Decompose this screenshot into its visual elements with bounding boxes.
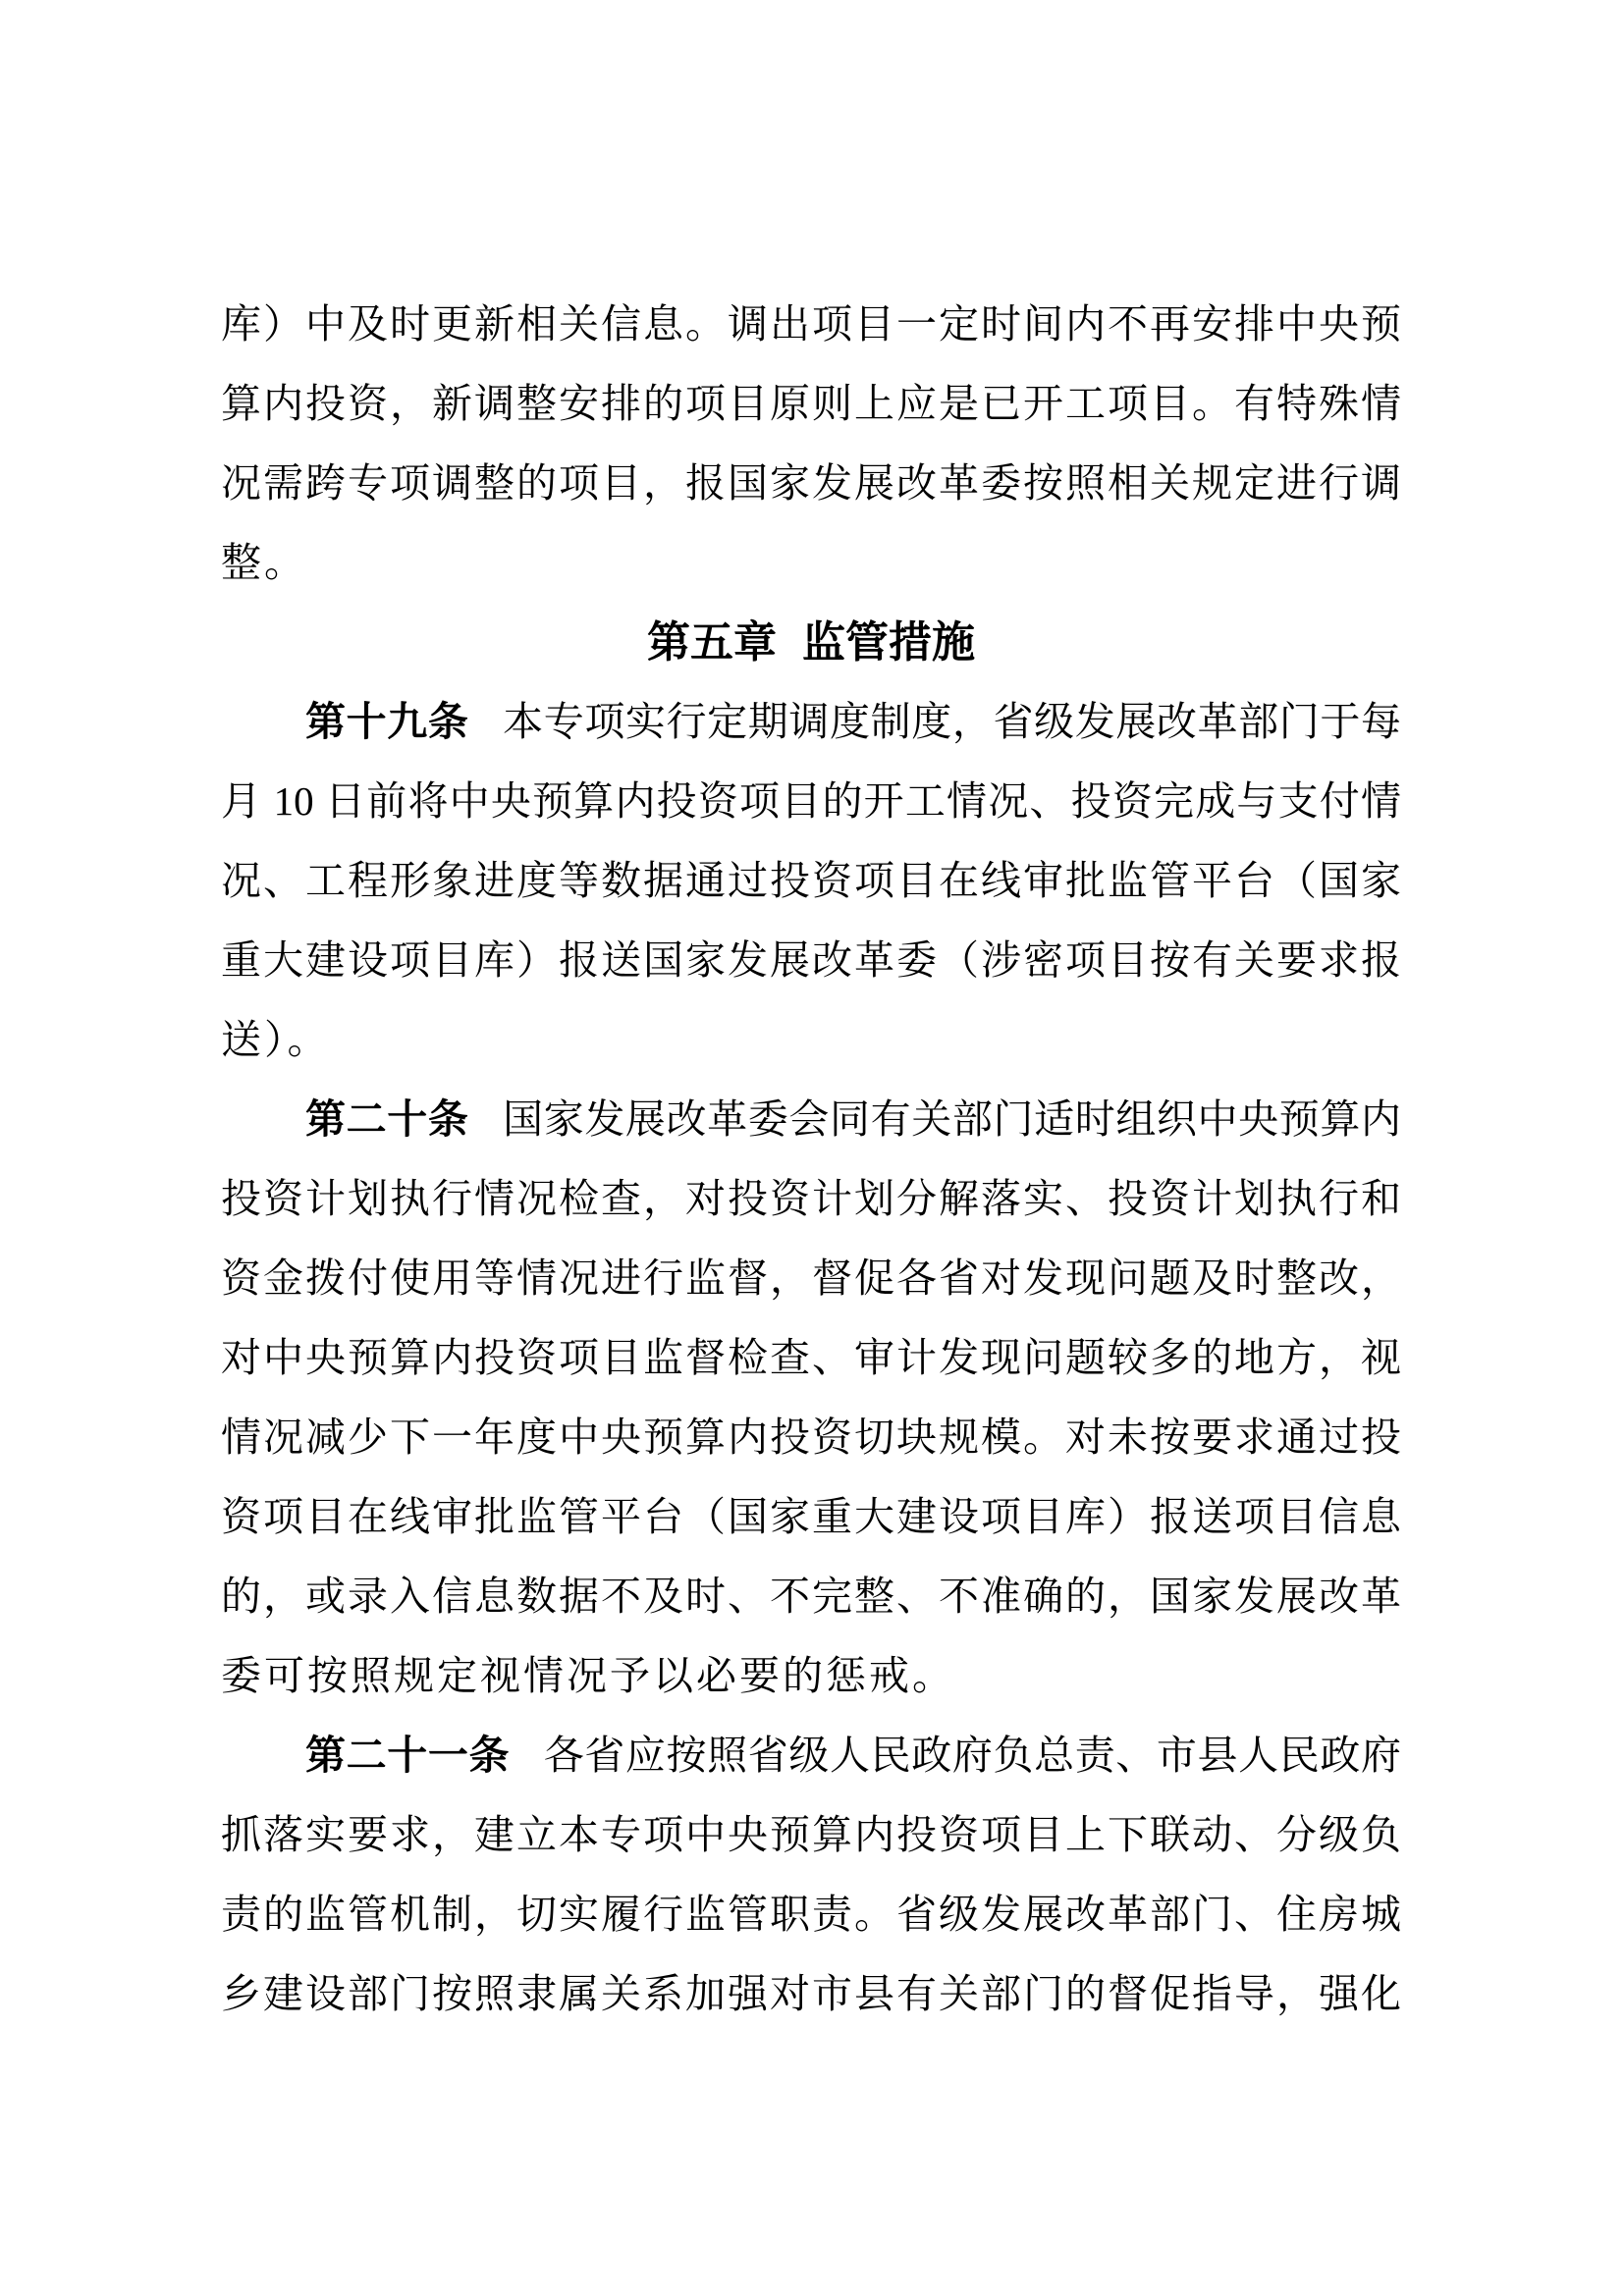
text-line: 资金拨付使用等情况进行监督，督促各省对发现问题及时整改， (221, 1255, 1401, 1301)
text-line: 对中央预算内投资项目监督检查、审计发现问题较多的地方，视 (221, 1335, 1401, 1380)
text-line: 整。 (221, 540, 307, 585)
text-line: 况需跨专项调整的项目，报国家发展改革委按照相关规定进行调 (221, 460, 1401, 506)
text-line: 月 10 日前将中央预算内投资项目的开工情况、投资完成与支付情 (221, 778, 1401, 824)
article-number: 第二十条 (305, 1096, 469, 1142)
text-line: 情况减少下一年度中央预算内投资切块规模。对未按要求通过投 (221, 1415, 1401, 1460)
text-line: 况、工程形象进度等数据通过投资项目在线审批监管平台（国家 (221, 858, 1401, 903)
text-line: 投资计划执行情况检查，对投资计划分解落实、投资计划执行和 (221, 1176, 1401, 1221)
text-line: 算内投资，新调整安排的项目原则上应是已开工项目。有特殊情 (221, 381, 1401, 426)
article-number: 第十九条 (305, 699, 469, 744)
text-block (221, 285, 1401, 2034)
text-run: 各省应按照省级人民政府负总责、市县人民政府 (543, 1733, 1401, 1778)
chapter-number: 第五章 (647, 618, 777, 667)
text-line: 的，或录入信息数据不及时、不完整、不准确的，国家发展改革 (221, 1574, 1401, 1619)
text-line: 责的监管机制，切实履行监管职责。省级发展改革部门、住房城 (221, 1892, 1401, 1937)
text-line: 送）。 (221, 1017, 331, 1062)
text-run: 国家发展改革委会同有关部门适时组织中央预算内 (502, 1096, 1402, 1142)
chapter-heading (221, 603, 1401, 682)
text-run: 本专项实行定期调度制度，省级发展改革部门于每 (502, 699, 1402, 744)
text-line (221, 1080, 1401, 1159)
text-line: 重大建设项目库）报送国家发展改革委（涉密项目按有关要求报 (221, 937, 1401, 983)
text-line (221, 682, 1401, 762)
text-line: 委可按照规定视情况予以必要的惩戒。 (221, 1653, 955, 1698)
text-line: 抓落实要求，建立本专项中央预算内投资项目上下联动、分级负 (221, 1812, 1401, 1857)
text-line: 资项目在线审批监管平台（国家重大建设项目库）报送项目信息 (221, 1494, 1401, 1539)
text-line: 库）中及时更新相关信息。调出项目一定时间内不再安排中央预 (221, 301, 1401, 347)
text-line (221, 1716, 1401, 1795)
chapter-title: 监管措施 (802, 618, 975, 667)
text-line: 乡建设部门按照隶属关系加强对市县有关部门的督促指导，强化 (221, 1971, 1401, 2016)
article-number: 第二十一条 (305, 1733, 511, 1778)
